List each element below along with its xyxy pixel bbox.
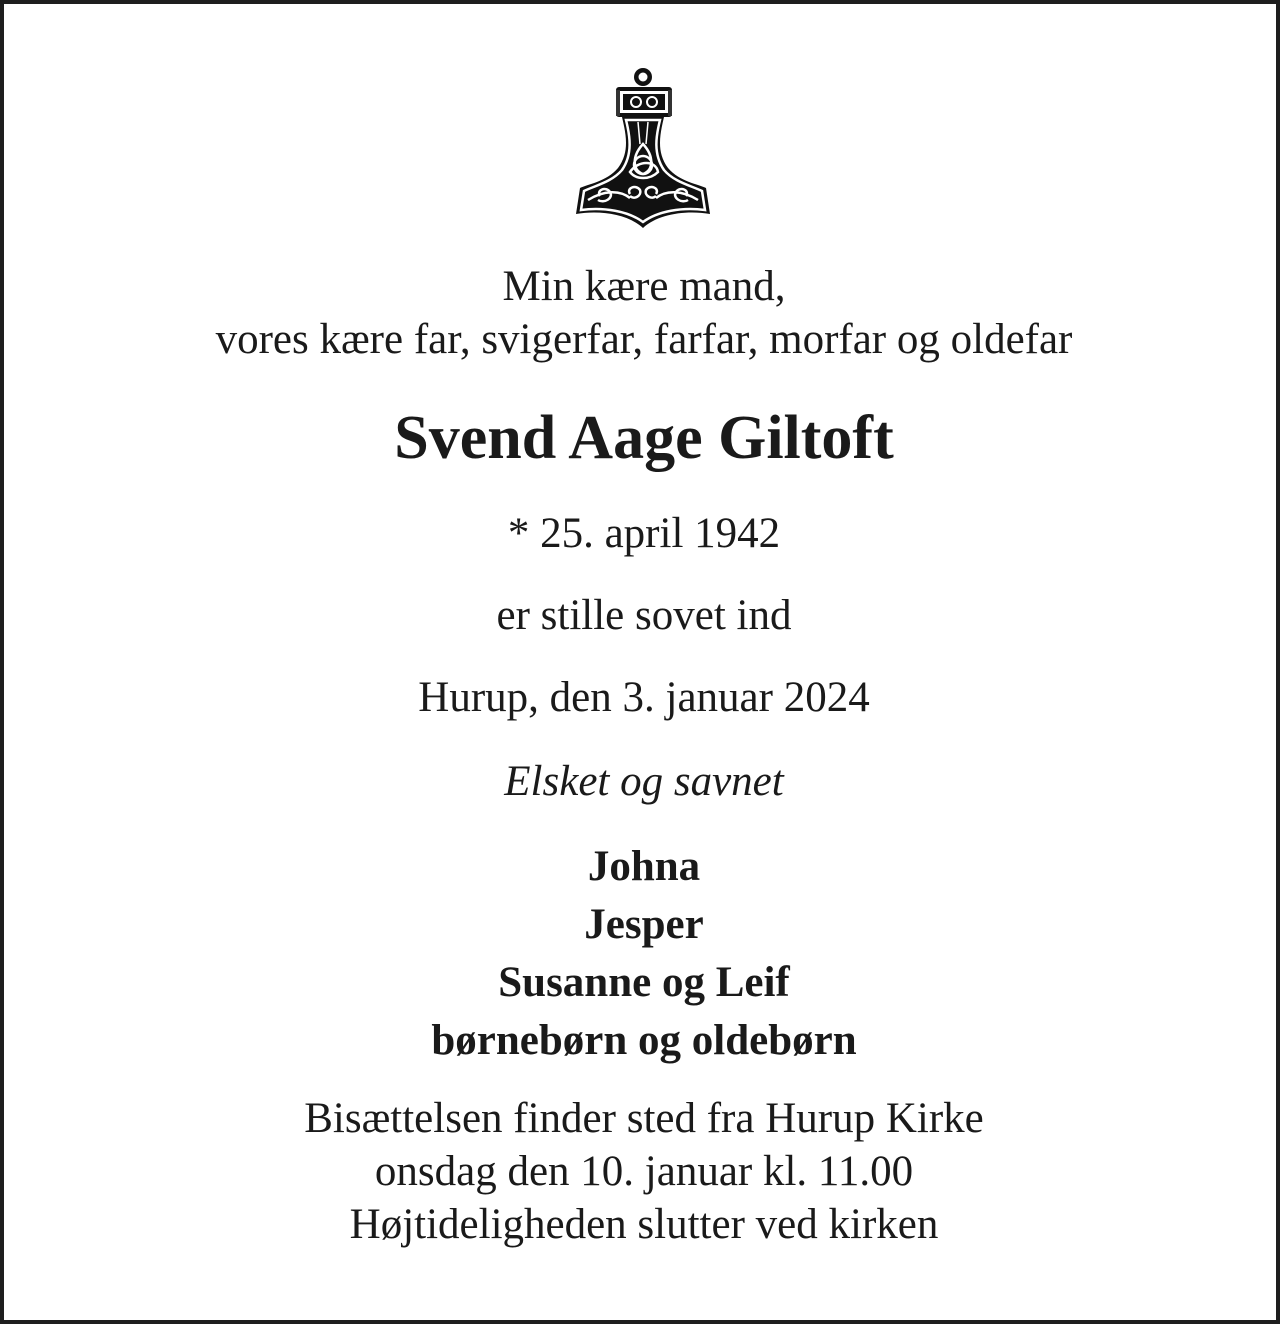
passed-text: er stille sovet ind [496, 592, 792, 639]
birth-date: * 25. april 1942 [507, 510, 781, 557]
intro-line: vores kære far, svigerfar, farfar, morfar og oldefar [215, 316, 1073, 363]
family-member: Susanne og Leif [498, 959, 790, 1006]
family-list [4, 838, 1280, 1070]
service-line: onsdag den 10. januar kl. 11.00 [374, 1148, 914, 1195]
family-member: Johna [587, 843, 701, 890]
service-line: Højtideligheden slutter ved kirken [349, 1201, 939, 1248]
intro-line: Min kære mand, [502, 263, 786, 310]
service-line: Bisættelsen finder sted fra Hurup Kirke [304, 1095, 984, 1142]
service-info [4, 1092, 1280, 1251]
family-member: børnebørn og oldebørn [431, 1017, 857, 1064]
place-and-date: Hurup, den 3. januar 2024 [418, 674, 870, 721]
tagline: Elsket og savnet [504, 758, 784, 805]
family-member: Jesper [584, 901, 704, 948]
deceased-name: Svend Aage Giltoft [394, 404, 894, 472]
intro-text [4, 260, 1280, 366]
thors-hammer-icon [570, 64, 718, 230]
